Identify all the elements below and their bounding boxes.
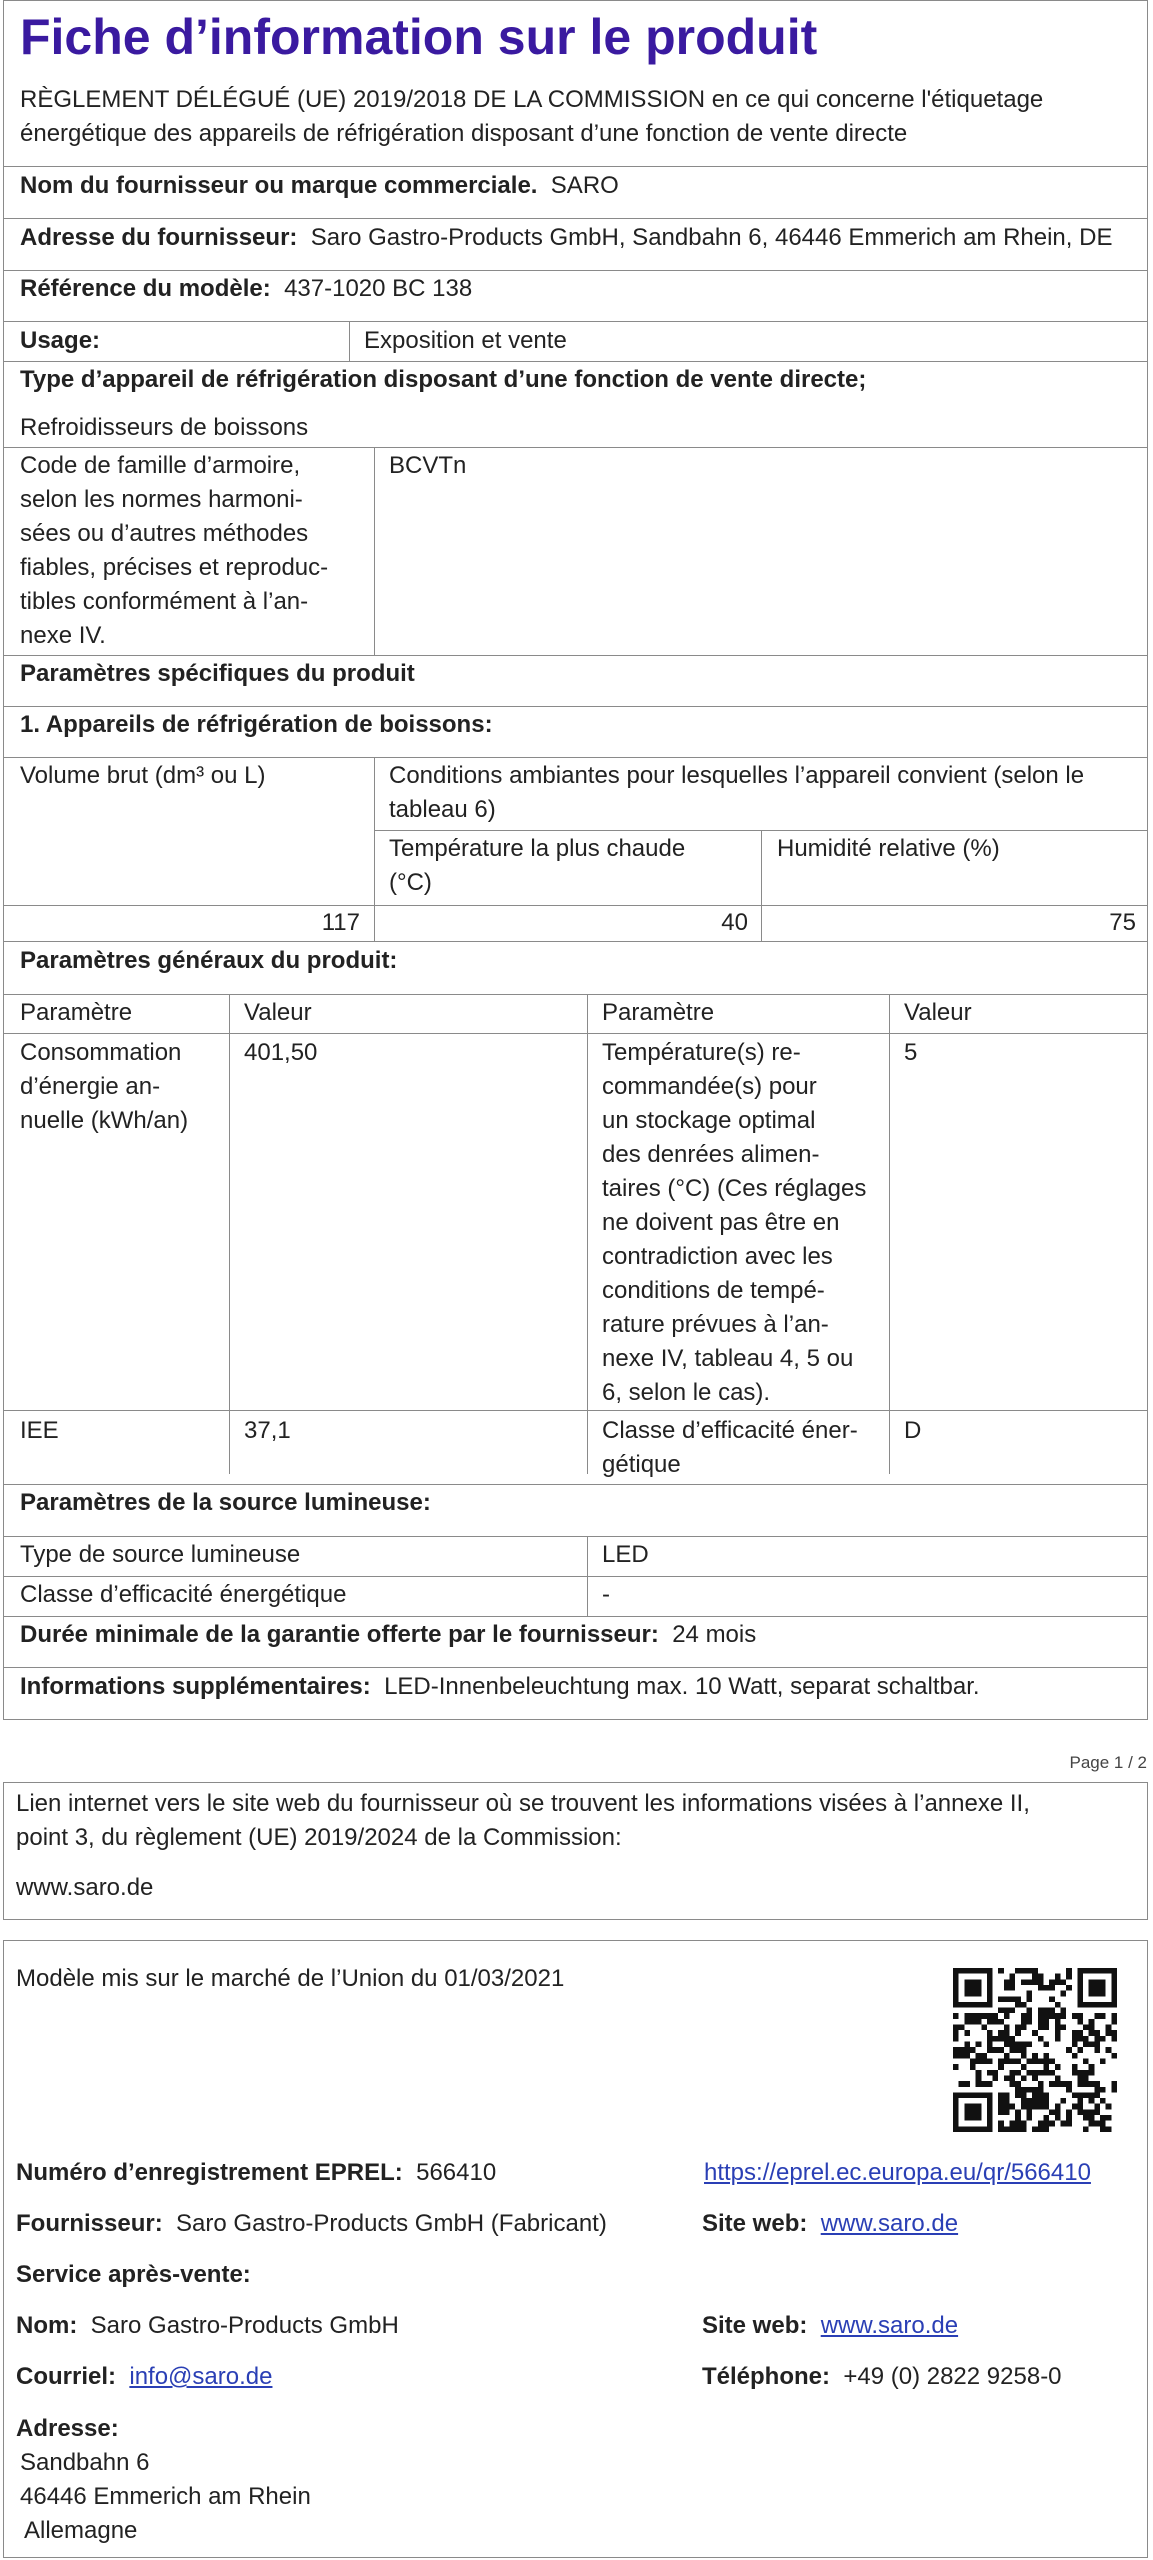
service-name-label: Nom:	[16, 2312, 78, 2339]
rec-temp-label-6: ne doivent pas être en	[602, 1209, 840, 1236]
efficiency-class-label-1: Classe d’efficacité éner-	[602, 1417, 858, 1444]
link-text-2: point 3, du règlement (UE) 2019/2024 de la Commission:	[16, 1824, 622, 1851]
page-title: Fiche d’information sur le produit	[20, 9, 818, 65]
energy-label-2: d’énergie an-	[20, 1073, 161, 1100]
appliance-type-value: Refroidisseurs de boissons	[20, 414, 309, 441]
qr-code-icon	[953, 1968, 1117, 2132]
family-code-label-1: Code de famille d’armoire,	[20, 452, 301, 479]
general-col-param: Paramètre	[20, 999, 133, 1026]
extra-info-value: LED-Innenbeleuchtung max. 10 Watt, separat schaltbar.	[384, 1673, 980, 1700]
link-text-1: Lien internet vers le site web du fournisseur où se trouvent les informations visées à l’annexe II,	[16, 1790, 1030, 1817]
energy-label-1: Consommation	[20, 1039, 182, 1066]
supplier-value: Saro Gastro-Products GmbH (Fabricant)	[176, 2210, 607, 2237]
warmest-temp-label-2: (°C)	[389, 869, 432, 896]
phone-value: +49 (0) 2822 9258-0	[843, 2363, 1062, 2390]
address-line-2: 46446 Emmerich am Rhein	[20, 2483, 311, 2510]
volume-label: Volume brut (dm³ ou L)	[20, 762, 266, 789]
volume-value: 117	[321, 909, 360, 936]
light-type-label: Type de source lumineuse	[20, 1541, 301, 1568]
supplier-row	[16, 2207, 607, 2241]
model-reference-value: 437-1020 BC 138	[284, 275, 473, 302]
beverage-coolers-heading: 1. Appareils de réfrigération de boissons:	[20, 711, 493, 738]
service-website-link[interactable]: www.saro.de	[820, 2312, 959, 2339]
family-code-value: BCVTn	[389, 452, 467, 479]
light-source-heading: Paramètres de la source lumineuse:	[20, 1489, 431, 1516]
rec-temp-label-8: conditions de tempé-	[602, 1277, 825, 1304]
rec-temp-label-4: des denrées alimen-	[602, 1141, 820, 1168]
address-label: Adresse:	[16, 2415, 119, 2442]
service-website-label: Site web:	[702, 2312, 808, 2339]
eprel-registration-label: Numéro d’enregistrement EPREL:	[16, 2159, 403, 2186]
rec-temp-label-2: commandée(s) pour	[602, 1073, 817, 1100]
address-line-3: Allemagne	[24, 2517, 138, 2544]
usage-value: Exposition et vente	[364, 327, 567, 354]
supplier-address-value: Saro Gastro-Products GmbH, Sandbahn 6, 46446 Emmerich am Rhein, DE	[310, 224, 1113, 251]
general-col-param-2: Paramètre	[602, 999, 715, 1026]
after-sales-heading: Service après-vente:	[16, 2261, 251, 2288]
website-label: Site web:	[702, 2210, 808, 2237]
energy-label-3: nuelle (kWh/an)	[20, 1107, 189, 1134]
extra-info-row	[20, 1670, 980, 1704]
eprel-registration-value: 566410	[416, 2159, 497, 2186]
model-reference-row	[20, 272, 472, 306]
website-row	[702, 2207, 958, 2241]
general-col-value: Valeur	[244, 999, 312, 1026]
eprel-registration-row	[16, 2156, 496, 2190]
rec-temp-label-5: taires (°C) (Ces réglages	[602, 1175, 867, 1202]
supplier-label: Fournisseur:	[16, 2210, 163, 2237]
rec-temp-label-10: nexe IV, tableau 4, 5 ou	[602, 1345, 854, 1372]
rec-temp-value: 5	[904, 1039, 918, 1066]
service-name-row	[16, 2309, 399, 2343]
usage-label: Usage:	[20, 327, 101, 354]
supplier-name-row	[20, 169, 619, 203]
family-code-label-6: nexe IV.	[20, 622, 106, 649]
market-date: Modèle mis sur le marché de l’Union du 01/03/2021	[16, 1965, 565, 1992]
warranty-row	[20, 1618, 756, 1652]
rec-temp-label-9: rature prévues à l’an-	[602, 1311, 829, 1338]
phone-label: Téléphone:	[702, 2363, 831, 2390]
page-number: Page 1 / 2	[1069, 1753, 1147, 1772]
warmest-temp-value: 40	[721, 909, 748, 936]
warranty-value: 24 mois	[672, 1621, 757, 1648]
general-col-value-2: Valeur	[904, 999, 972, 1026]
rec-temp-label-11: 6, selon le cas).	[602, 1379, 771, 1406]
supplier-name-label: Nom du fournisseur ou marque commerciale.	[20, 172, 538, 199]
efficiency-class-value: D	[904, 1417, 922, 1444]
service-name-value: Saro Gastro-Products GmbH	[90, 2312, 399, 2339]
energy-value: 401,50	[244, 1039, 318, 1066]
ambient-label-1: Conditions ambiantes pour lesquelles l’appareil convient (selon le	[389, 762, 1085, 789]
iee-value: 37,1	[244, 1417, 291, 1444]
light-class-label: Classe d’efficacité énergétique	[20, 1581, 347, 1608]
regulation-line-2: énergétique des appareils de réfrigération disposant d’une fonction de vente directe	[20, 120, 908, 147]
website-link[interactable]: www.saro.de	[820, 2210, 959, 2237]
humidity-label: Humidité relative (%)	[777, 835, 1000, 862]
rec-temp-label-7: contradiction avec les	[602, 1243, 833, 1270]
family-code-label-5: tibles conformément à l’an-	[20, 588, 309, 615]
supplier-address-label: Adresse du fournisseur:	[20, 224, 298, 251]
regulation-line-1: RÈGLEMENT DÉLÉGUÉ (UE) 2019/2018 DE LA COMMISSION en ce qui concerne l'étiquetage	[20, 86, 1044, 113]
light-class-value: -	[602, 1581, 610, 1608]
supplier-link-box	[3, 1782, 1148, 1920]
service-website-row	[702, 2309, 958, 2343]
general-params-heading: Paramètres généraux du produit:	[20, 947, 398, 974]
product-sheet	[3, 0, 1148, 1720]
ambient-label-2: tableau 6)	[389, 796, 496, 823]
supplier-address-row	[20, 221, 1112, 255]
email-link[interactable]: info@saro.de	[129, 2363, 273, 2390]
email-label: Courriel:	[16, 2363, 117, 2390]
address-line-1: Sandbahn 6	[20, 2449, 150, 2476]
supplier-name-value: SARO	[550, 172, 619, 199]
warmest-temp-label-1: Température la plus chaude	[389, 835, 686, 862]
efficiency-class-label-2: gétique	[602, 1451, 681, 1478]
email-row	[16, 2360, 272, 2394]
light-type-value: LED	[602, 1541, 649, 1568]
rec-temp-label-3: un stockage optimal	[602, 1107, 816, 1134]
rec-temp-label-1: Température(s) re-	[602, 1039, 801, 1066]
warranty-label: Durée minimale de la garantie offerte par le fournisseur:	[20, 1621, 659, 1648]
iee-label: IEE	[20, 1417, 59, 1444]
humidity-value: 75	[1109, 909, 1136, 936]
model-reference-label: Référence du modèle:	[20, 275, 271, 302]
phone-row	[702, 2360, 1062, 2394]
extra-info-label: Informations supplémentaires:	[20, 1673, 371, 1700]
appliance-type-label: Type d’appareil de réfrigération disposant d’une fonction de vente directe;	[20, 366, 867, 393]
supplier-website-link[interactable]: www.saro.de	[16, 1874, 154, 1901]
specific-params-heading: Paramètres spécifiques du produit	[20, 660, 415, 687]
family-code-label-4: fiables, précises et reproduc-	[20, 554, 329, 581]
eprel-qr-link[interactable]: https://eprel.ec.europa.eu/qr/566410	[704, 2159, 1091, 2186]
family-code-label-3: sées ou d’autres méthodes	[20, 520, 309, 547]
family-code-label-2: selon les normes harmoni-	[20, 486, 303, 513]
